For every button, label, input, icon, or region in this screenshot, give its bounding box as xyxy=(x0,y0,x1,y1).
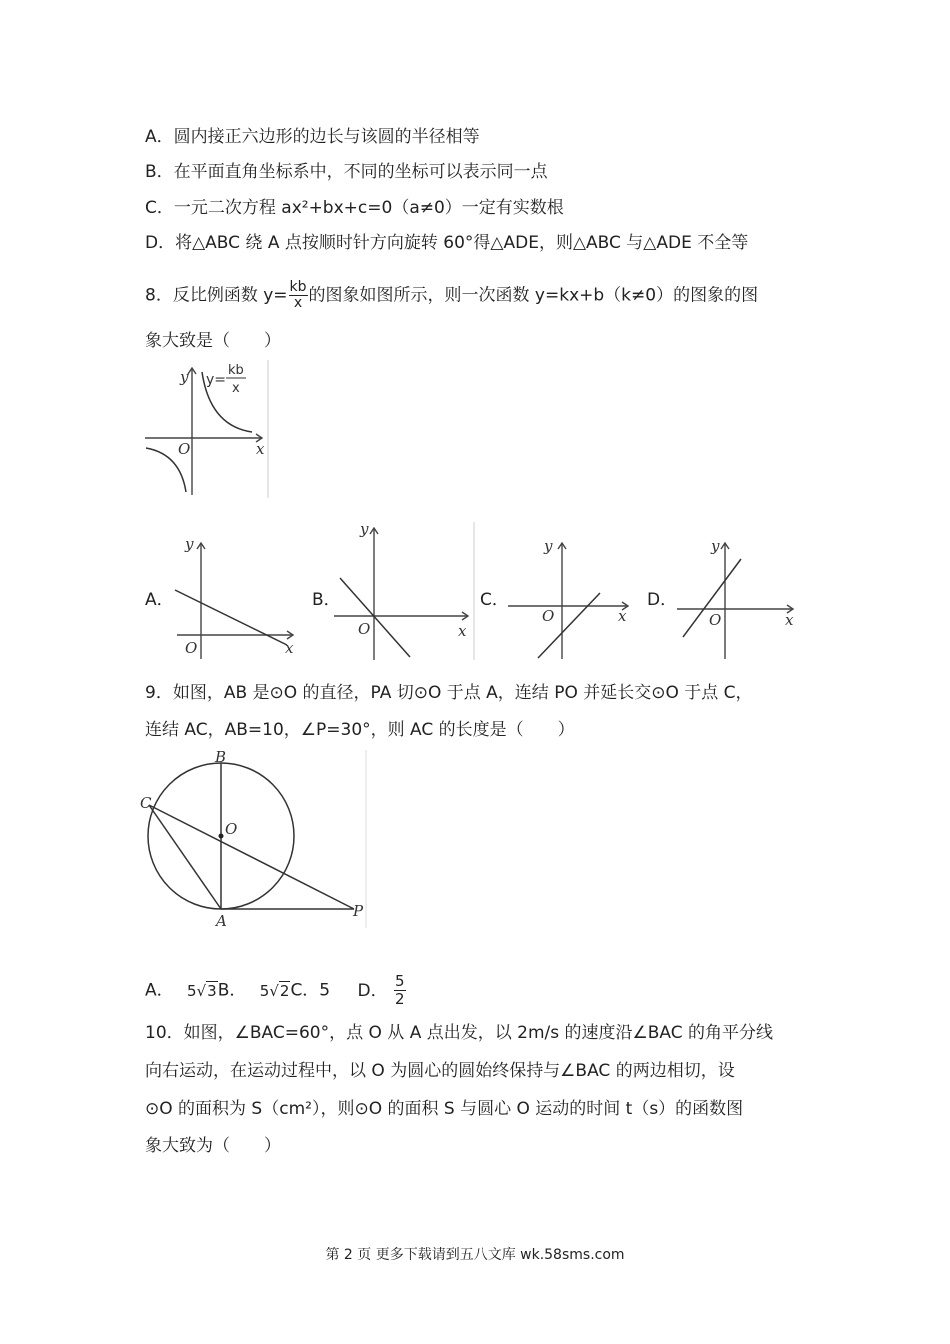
q8-option-d-label: D． xyxy=(647,590,678,610)
point-p-label: P xyxy=(353,902,364,920)
function-label: y= xyxy=(206,372,227,388)
origin-label: O xyxy=(358,620,371,638)
q9-figure xyxy=(138,748,368,930)
q9-option-d-value: $\frac{5}{2}$ xyxy=(395,972,405,1008)
q9-option-a-label: A． xyxy=(145,980,174,1001)
y-label: y xyxy=(544,537,553,555)
x-label: x xyxy=(285,639,294,657)
x-label: x xyxy=(618,607,627,625)
q10-stem-line2: 向右运动，在运动过程中，以 O 为圆心的圆始终保持与∠BAC 的两边相切，设 xyxy=(145,1061,735,1081)
q8-option-b-label: B． xyxy=(312,590,341,610)
origin-label: O xyxy=(185,639,198,657)
q9-options xyxy=(145,973,407,1008)
q7-option-a: A．圆内接正六边形的边长与该圆的半径相等 xyxy=(145,127,480,147)
chord-ac xyxy=(149,805,221,909)
q8-option-b-figure xyxy=(330,520,475,662)
y-label: y xyxy=(185,535,194,553)
point-b-label: B xyxy=(215,748,227,766)
line-cp xyxy=(149,805,354,909)
point-a-label: A xyxy=(216,912,227,930)
q8-option-c-figure xyxy=(500,535,635,660)
q7-option-d: D．将△ABC 绕 A 点按顺时针方向旋转 60°得△ADE，则△ABC 与△ADE 不全等 xyxy=(145,233,749,253)
q8-option-d-figure xyxy=(665,535,800,660)
origin-label: O xyxy=(178,440,191,458)
point-c-label: C xyxy=(140,794,152,812)
q8-option-c-label: C． xyxy=(480,590,509,610)
q10-stem-line3: ⊙O 的面积为 S（cm²），则⊙O 的面积 S 与圆心 O 运动的时间 t（s）的函数图 xyxy=(145,1099,744,1119)
q9-stem-line1: 9．如图，AB 是⊙O 的直径，PA 切⊙O 于点 A，连结 PO 并延长交⊙O 于点 C， xyxy=(145,683,753,703)
origin-label: O xyxy=(709,611,722,629)
function-frac-num: kb xyxy=(228,363,244,378)
q9-option-c: C．5 xyxy=(290,980,331,1001)
y-label: y xyxy=(711,537,720,555)
q7-option-b: B．在平面直角坐标系中，不同的坐标可以表示同一点 xyxy=(145,162,548,182)
q8-stem-line1: 8．反比例函数 y= $\frac{kb}{x}$ 的图象如图所示，则一次函数 y=kx+b（k≠0）的图象的图 xyxy=(145,279,759,311)
q9-option-d-label: D． xyxy=(357,980,388,1001)
q10-stem-line4: 象大致为（ ） xyxy=(145,1136,281,1156)
y-label: y xyxy=(360,520,369,538)
x-label: x xyxy=(256,440,265,458)
q8-option-a-figure xyxy=(165,535,300,660)
x-label: x xyxy=(785,611,794,629)
q8-stem-line2: 象大致是（ ） xyxy=(145,331,281,351)
origin-label: O xyxy=(542,607,555,625)
q8-option-a-label: A． xyxy=(145,590,174,610)
q9-option-b-label: B． xyxy=(217,980,247,1001)
q10-stem-line1: 10．如图，∠BAC=60°，点 O 从 A 点出发，以 2m/s 的速度沿∠BAC 的角平分线 xyxy=(145,1023,774,1043)
page-footer: 第 2 页 更多下载请到五八文库 wk.58sms.com xyxy=(325,1247,625,1263)
q9-option-b-value: 5√2 xyxy=(259,981,290,1000)
line-graph xyxy=(175,590,287,645)
line-graph xyxy=(538,593,600,658)
q9-stem-line2: 连结 AC，AB=10，∠P=30°，则 AC 的长度是（ ） xyxy=(145,720,575,740)
function-frac-den: x xyxy=(232,381,240,396)
q9-option-a-value: 5√3 xyxy=(187,981,217,1000)
x-label: x xyxy=(458,622,467,640)
line-graph xyxy=(340,578,410,657)
point-o-label: O xyxy=(225,820,238,838)
q8-main-figure xyxy=(140,360,270,500)
center-point xyxy=(219,834,224,839)
y-label: y xyxy=(180,368,189,386)
q7-option-c: C．一元二次方程 ax²+bx+c=0（a≠0）一定有实数根 xyxy=(145,198,564,218)
q8-fraction: $\frac{kb}{x}$ xyxy=(289,279,307,311)
